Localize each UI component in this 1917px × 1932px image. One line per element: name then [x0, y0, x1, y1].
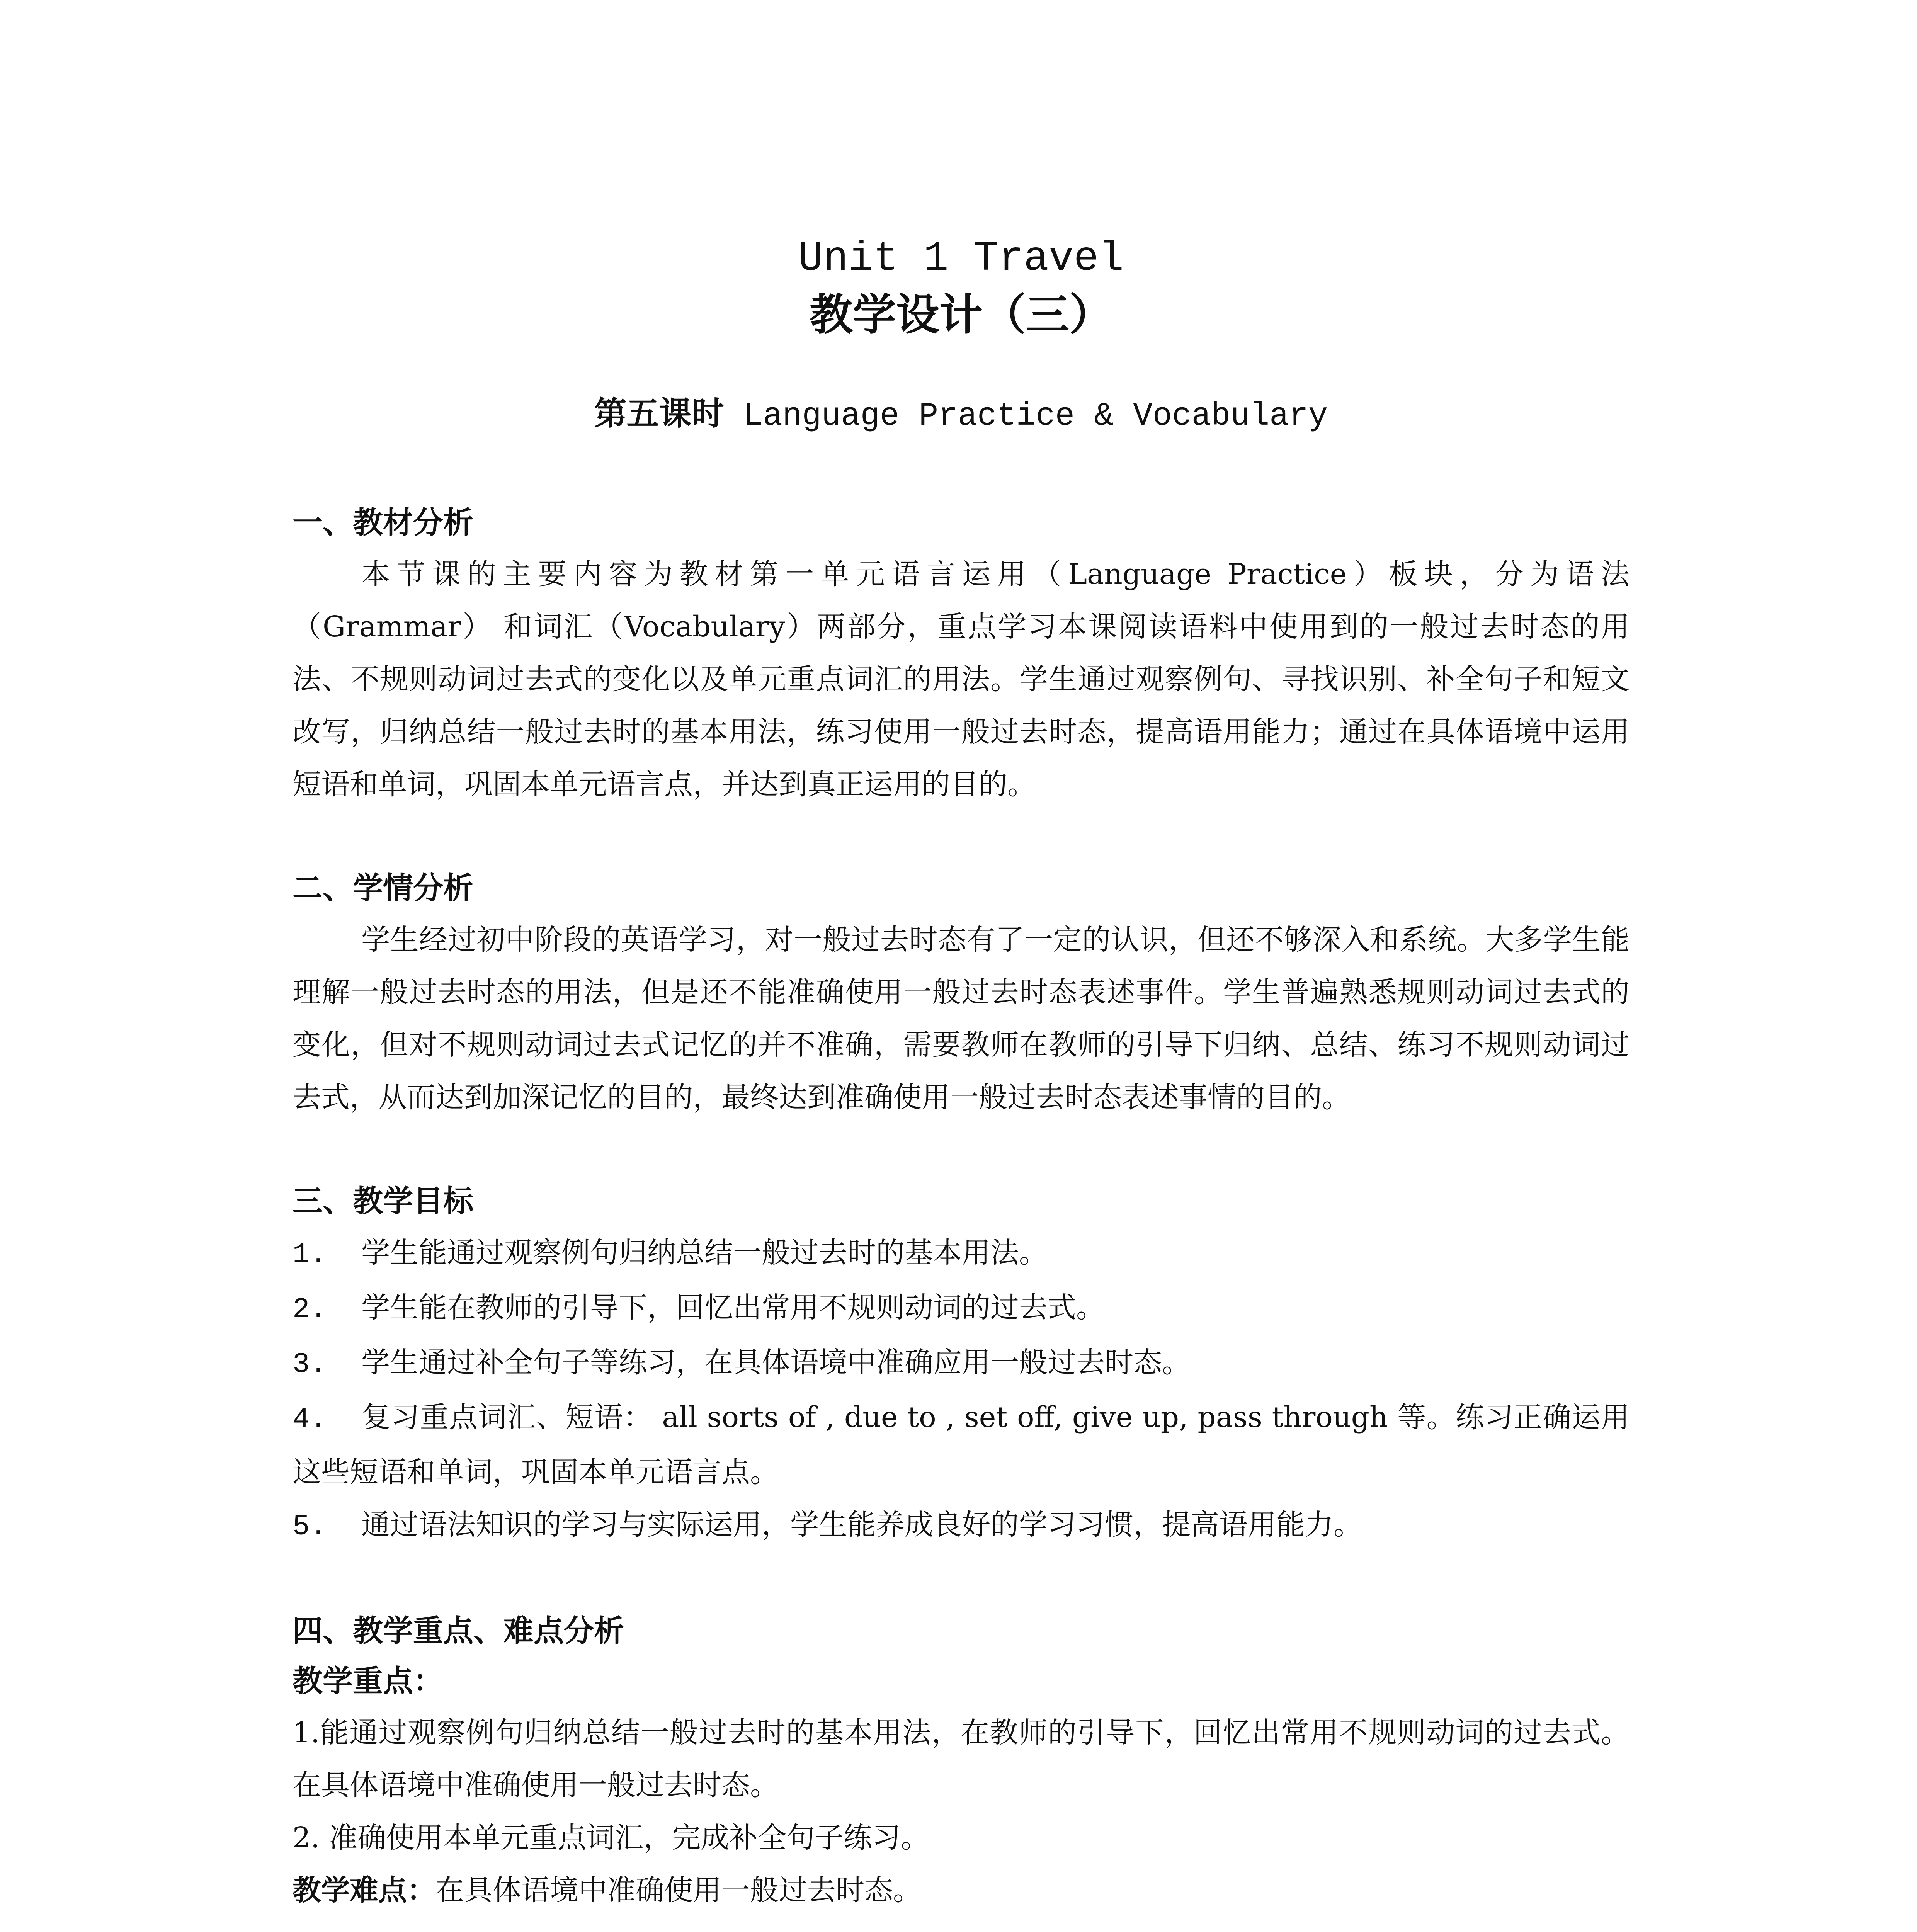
section-2-paragraph: 学生经过初中阶段的英语学习，对一般过去时态有了一定的认识，但还不够深入和系统。大多学生能理解一般过去时态的用法，但是还不能准确使用一般过去时态表述事件。学生普遍熟悉规则动词过去式的变化，但对不规则动词过去式记忆的并不准确，需要教师在教师的引导下归纳、总结、练习不规则动词过去式，从而达到加深记忆的目的，最终达到准确使用一般过去时态表述事情的目的。 [293, 923, 1630, 1114]
key-point-2: 2. 准确使用本单元重点词汇，完成补全句子练习。 [293, 1821, 930, 1854]
objective-item-5: 5. 通过语法知识的学习与实际运用，学生能养成良好的学习习惯，提高语用能力。 [293, 1508, 1362, 1543]
objective-item-2: 2. 学生能在教师的引导下，回忆出常用不规则动词的过去式。 [293, 1291, 1105, 1326]
difficulty-text: 在具体语境中准确使用一般过去时态。 [435, 1874, 922, 1907]
key-points-label: 教学重点： [293, 1663, 444, 1699]
title-cn: 教学设计（三） [810, 289, 1112, 340]
lesson-title-cn: 第五课时 [594, 394, 724, 432]
spacer [293, 1124, 1630, 1176]
section-heading-3: 三、教学目标 [293, 1184, 474, 1219]
objective-item-4: 4. 复习重点词汇、短语： all sorts of , due to , set off, give up, pass through 等。练习正确运用这些短语和单词，巩固本单元语言点。 [293, 1401, 1630, 1489]
spacer [293, 1553, 1630, 1606]
lesson-title [293, 390, 1630, 440]
title-en: Unit 1 Travel [798, 235, 1124, 282]
section-heading-2: 二、学情分析 [293, 871, 474, 906]
spacer [293, 811, 1630, 863]
section-heading-4: 四、教学重点、难点分析 [293, 1613, 624, 1648]
objective-item-3: 3. 学生通过补全句子等练习，在具体语境中准确应用一般过去时态。 [293, 1346, 1191, 1381]
lesson-title-en: Language Practice & Vocabulary [724, 398, 1328, 435]
difficulty-label: 教学难点： [293, 1874, 435, 1907]
section-heading-1: 一、教材分析 [293, 505, 474, 540]
key-point-1: 1.能通过观察例句归纳总结一般过去时的基本用法，在教师的引导下，回忆出常用不规则动词的过去式。在具体语境中准确使用一般过去时态。 [293, 1716, 1630, 1802]
difficulty [293, 1864, 1630, 1917]
document-content [293, 232, 1630, 1932]
section-1-paragraph: 本节课的主要内容为教材第一单元语言运用（Language Practice）板块，分为语法（Grammar） 和词汇（Vocabulary）两部分，重点学习本课阅读语料中使用到的一般过去时态的用法、不规则动词过去式的变化以及单元重点词汇的用法。学生通过观察例句、寻找识别、补全句子和短文改写，归纳总结一般过去时的基本用法，练习使用一般过去时态，提高语用能力；通过在具体语境中运用短语和单词，巩固本单元语言点，并达到真正运用的目的。 [293, 558, 1630, 801]
objective-item-1: 1. 学生能通过观察例句归纳总结一般过去时的基本用法。 [293, 1236, 1048, 1271]
spacer [293, 1917, 1630, 1932]
